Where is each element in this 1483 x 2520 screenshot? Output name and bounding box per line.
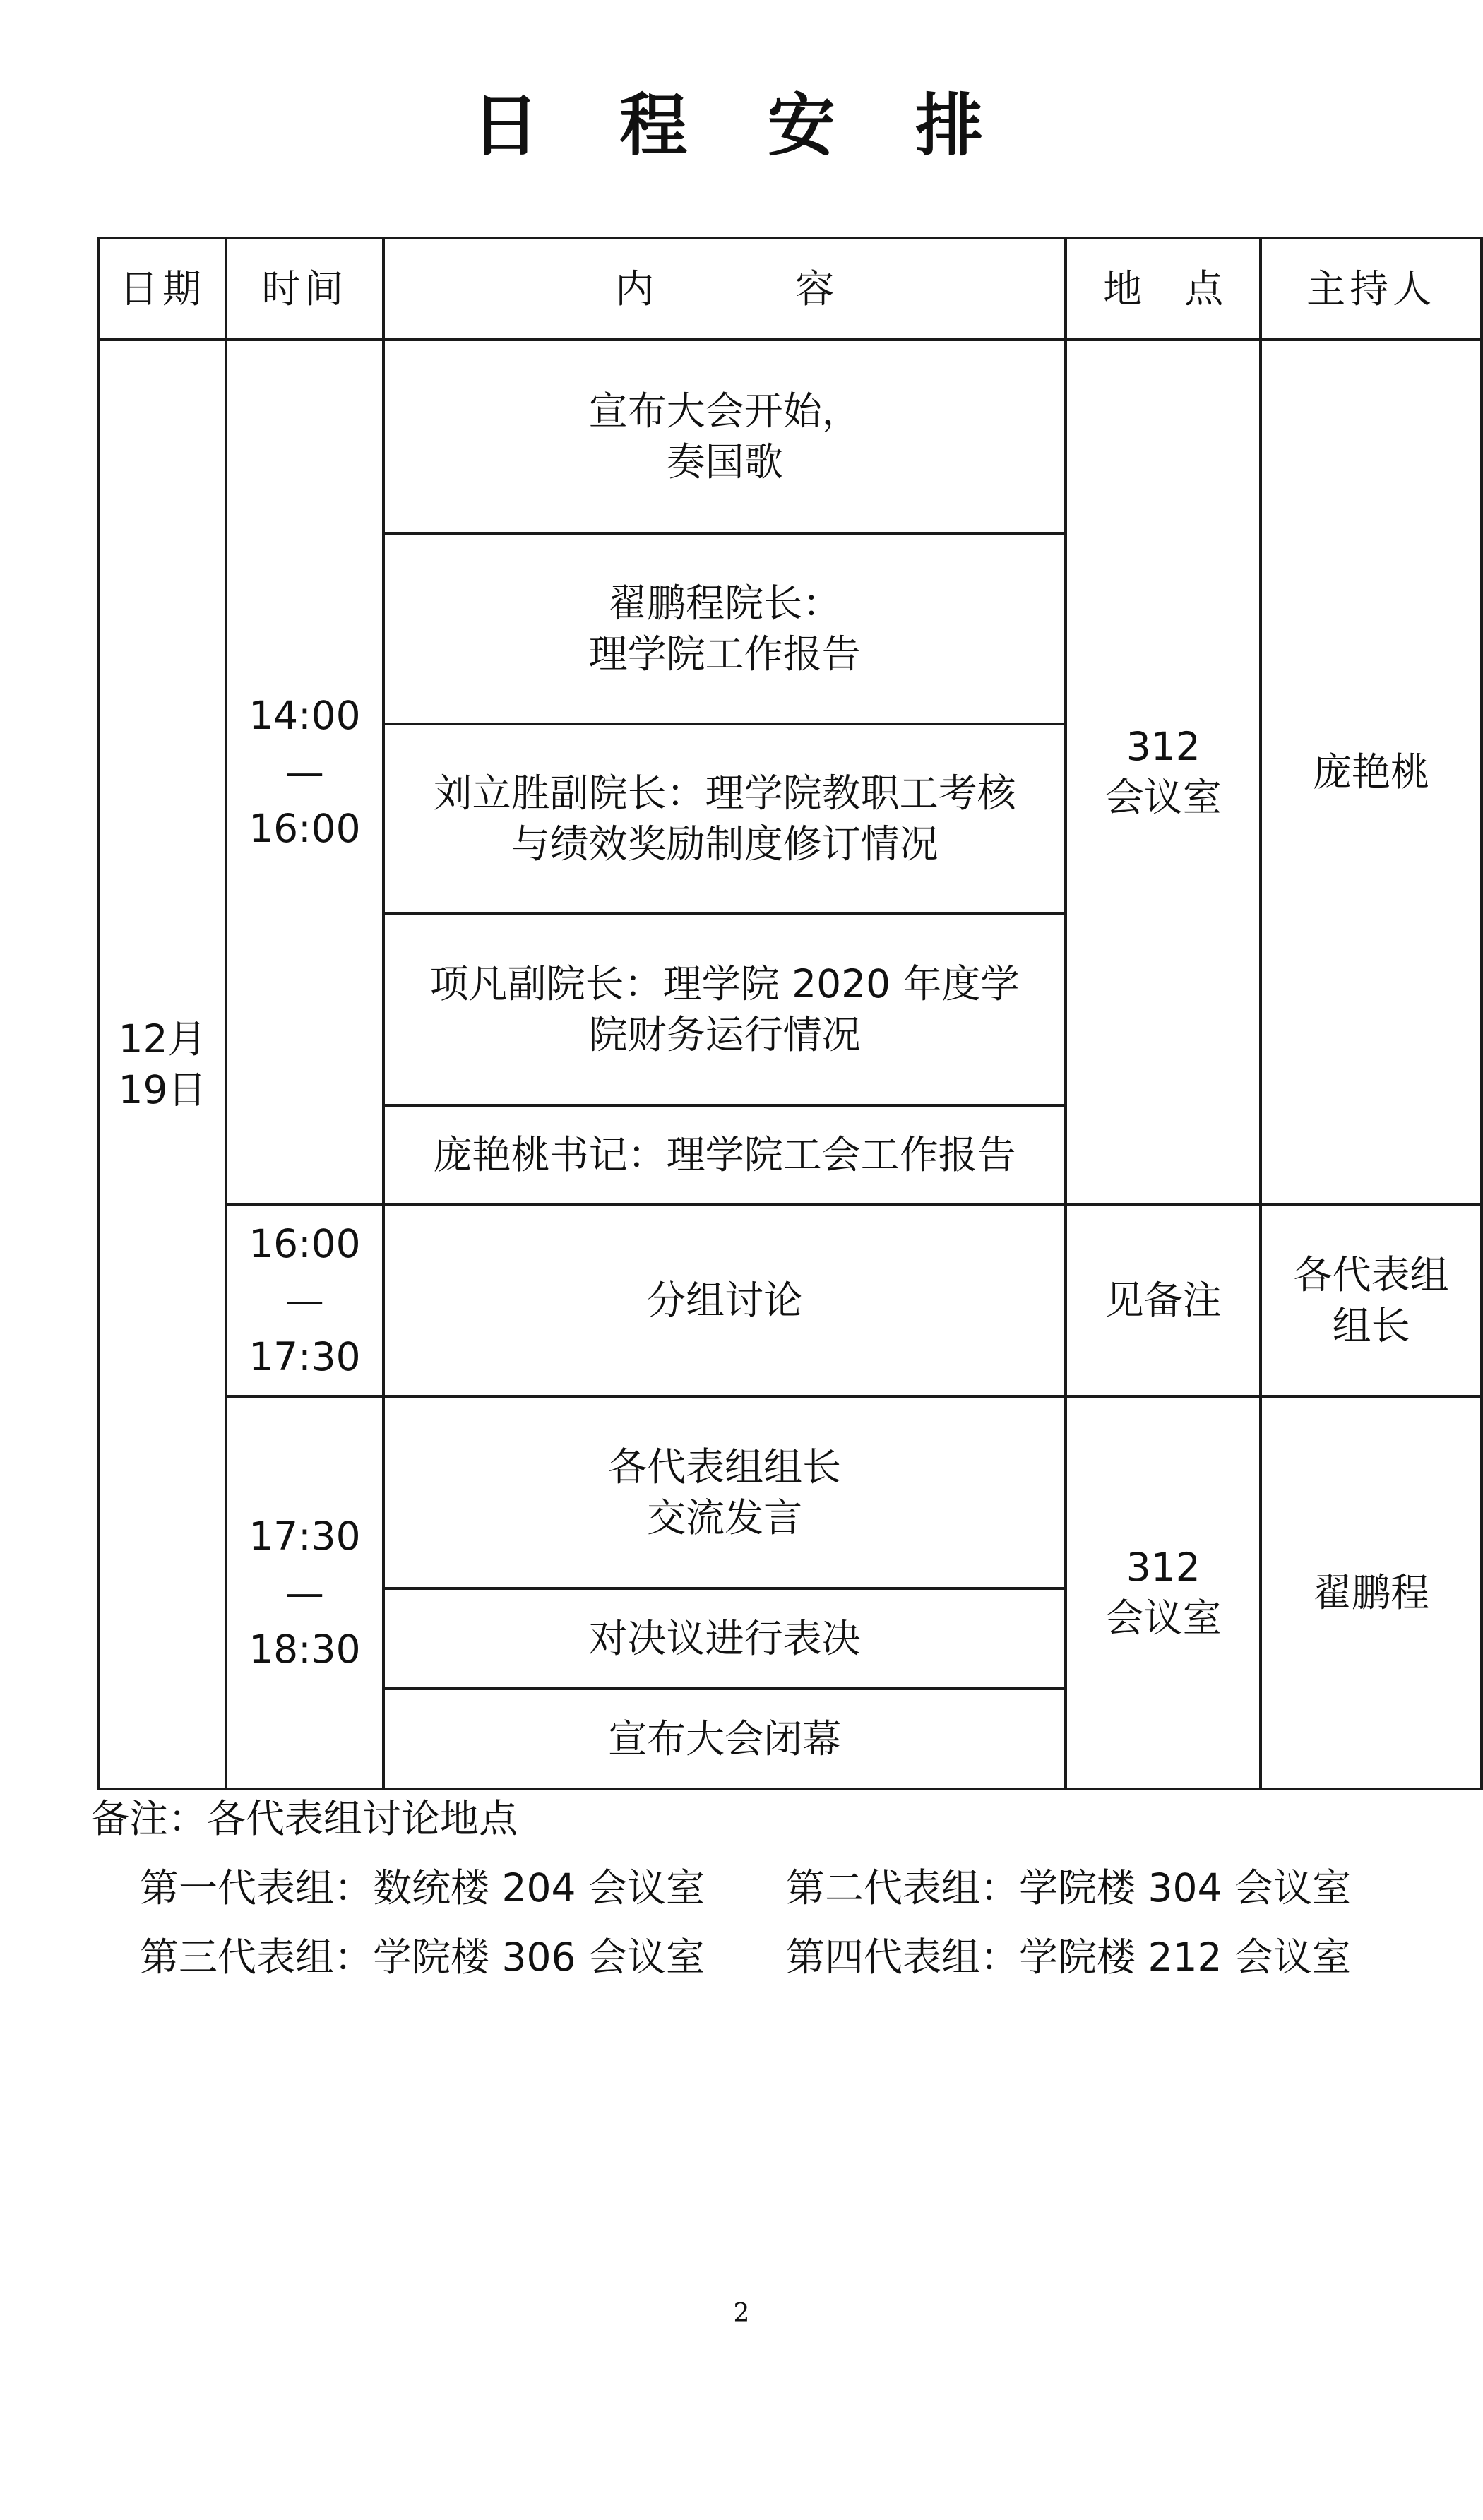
session1-time-cell xyxy=(226,340,383,1204)
notes-section xyxy=(90,1794,1432,2002)
session1-location-line1: 312 xyxy=(1126,724,1201,769)
header-time: 时间 xyxy=(226,238,383,340)
note-group-1: 第一代表组：数统楼 204 会议室 xyxy=(140,1865,705,1910)
table-header-row xyxy=(99,238,1482,340)
session3-item-1 xyxy=(383,1396,1066,1588)
header-location-part1: 地 xyxy=(1103,266,1143,311)
header-content-part2: 容 xyxy=(795,266,835,311)
session1-time-start: 14:00 xyxy=(249,693,361,738)
note-group-4: 第四代表组：学院楼 212 会议室 xyxy=(786,1934,1351,1980)
schedule-table xyxy=(97,237,1483,1790)
session3-item-1-line2: 交流发言 xyxy=(647,1495,803,1540)
header-location xyxy=(1066,238,1261,340)
page-number: 2 xyxy=(733,2299,750,2328)
session1-item-4 xyxy=(383,913,1066,1105)
session2-time-cell xyxy=(226,1204,383,1396)
session3-item-2 xyxy=(383,1588,1066,1689)
session2-host-line2: 组长 xyxy=(1332,1303,1410,1348)
session3-item-3 xyxy=(383,1689,1066,1789)
session3-time-start: 17:30 xyxy=(249,1514,361,1559)
session1-item-1-line2: 奏国歌 xyxy=(666,439,783,485)
notes-heading: 备注：各代表组讨论地点 xyxy=(90,1796,518,1841)
session2-time-end: 17:30 xyxy=(249,1334,361,1379)
note-group-3: 第三代表组：学院楼 306 会议室 xyxy=(140,1934,705,1980)
date-line2: 19日 xyxy=(118,1067,207,1112)
session3-item-3-line1: 宣布大会闭幕 xyxy=(608,1716,842,1761)
session3-time-end: 18:30 xyxy=(249,1627,361,1672)
session3-location-line2: 会议室 xyxy=(1104,1595,1222,1641)
session3-item-2-line1: 对决议进行表决 xyxy=(588,1616,861,1661)
session1-item-1 xyxy=(383,340,1066,533)
header-content-part1: 内 xyxy=(615,266,655,311)
session1-item-2-line2: 理学院工作报告 xyxy=(588,631,861,677)
session2-host-cell xyxy=(1261,1204,1482,1396)
notes-row-1 xyxy=(140,1863,1432,1913)
session1-item-3-line1: 刘立胜副院长：理学院教职工考核 xyxy=(433,771,1016,816)
session3-location-cell xyxy=(1066,1396,1261,1789)
header-content xyxy=(383,238,1066,340)
table-row xyxy=(99,1204,1482,1396)
session3-location-line1: 312 xyxy=(1126,1545,1201,1590)
session1-item-3-line2: 与绩效奖励制度修订情况 xyxy=(511,821,939,867)
header-location-part2: 点 xyxy=(1184,266,1224,311)
date-line1: 12月 xyxy=(118,1016,207,1062)
session1-host-cell: 庞艳桃 xyxy=(1261,340,1482,1204)
session3-time-cell xyxy=(226,1396,383,1789)
session2-host-line1: 各代表组 xyxy=(1293,1252,1449,1297)
table-row xyxy=(99,340,1482,533)
session2-content: 分组讨论 xyxy=(383,1204,1066,1396)
session1-item-1-line1: 宣布大会开始， xyxy=(588,388,861,434)
session1-item-2 xyxy=(383,533,1066,724)
session1-item-4-line2: 院财务运行情况 xyxy=(588,1012,861,1057)
session1-item-3 xyxy=(383,724,1066,913)
session3-time-dash: — xyxy=(285,1570,324,1615)
session1-item-5 xyxy=(383,1105,1066,1204)
date-cell xyxy=(99,340,226,1789)
session3-item-1-line1: 各代表组组长 xyxy=(608,1444,842,1490)
note-group-2: 第二代表组：学院楼 304 会议室 xyxy=(786,1865,1351,1910)
session2-location: 见备注 xyxy=(1066,1204,1261,1396)
session2-time-dash: — xyxy=(285,1278,324,1323)
session1-time-end: 16:00 xyxy=(249,806,361,851)
session1-time-dash: — xyxy=(285,749,324,795)
session1-location-cell xyxy=(1066,340,1261,1204)
session1-item-2-line1: 翟鹏程院长： xyxy=(608,581,842,626)
session1-location-line2: 会议室 xyxy=(1104,775,1222,820)
notes-row-2 xyxy=(140,1932,1432,1982)
session1-item-4-line1: 项凡副院长：理学院 2020 年度学 xyxy=(429,961,1020,1006)
session3-host-cell: 翟鹏程 xyxy=(1261,1396,1482,1789)
table-row xyxy=(99,1396,1482,1588)
header-date: 日期 xyxy=(99,238,226,340)
session1-item-5-line1: 庞艳桃书记：理学院工会工作报告 xyxy=(433,1132,1016,1177)
header-host: 主持人 xyxy=(1261,238,1482,340)
page-title: 日 程 安 排 xyxy=(471,86,1012,165)
session2-time-start: 16:00 xyxy=(249,1221,361,1266)
